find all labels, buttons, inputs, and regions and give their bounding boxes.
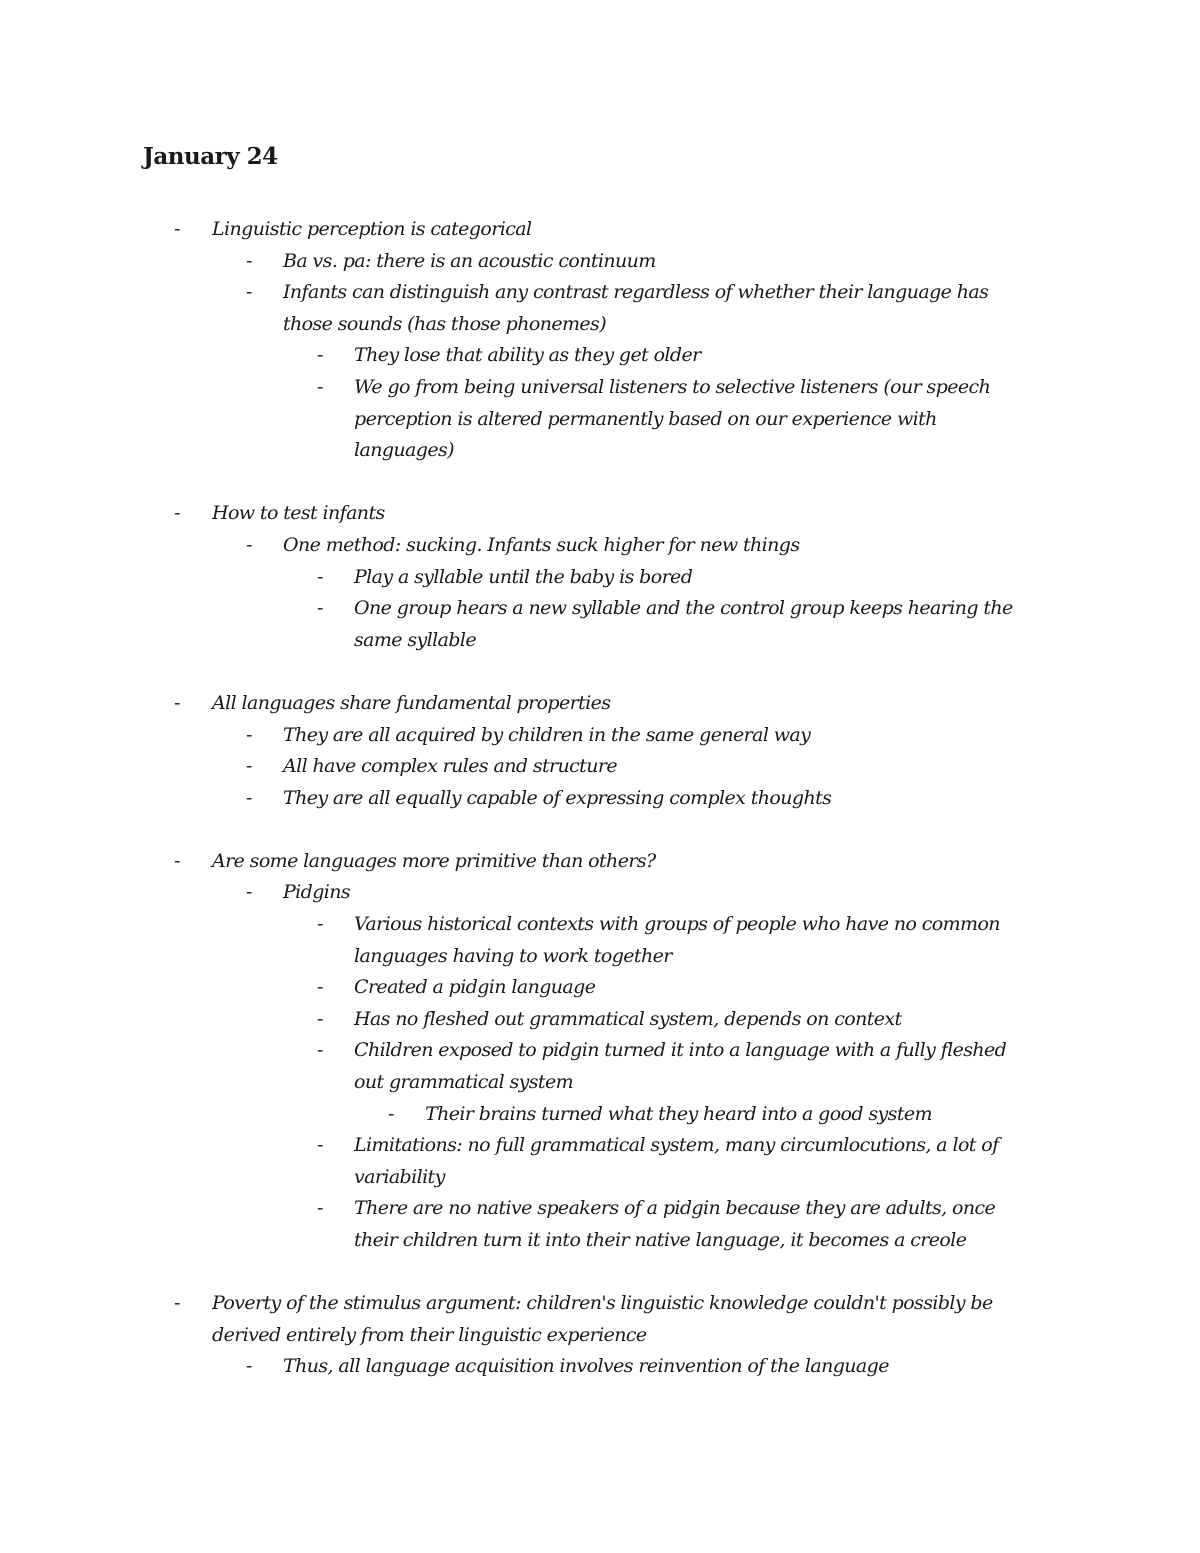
outline-text: They are all equally capable of expressing complex thoughts xyxy=(283,786,832,809)
outline-text: All languages share fundamental properties xyxy=(212,691,611,714)
bullet-dash: - xyxy=(317,565,323,588)
bullet-dash: - xyxy=(317,344,323,367)
outline-line-level-1 xyxy=(0,1288,1200,1320)
outline-text: Created a pidgin language xyxy=(354,976,596,999)
outline-text: out grammatical system xyxy=(354,1071,574,1094)
outline-line-level-2 xyxy=(0,720,1200,752)
bullet-dash: - xyxy=(174,502,180,525)
outline-text: How to test infants xyxy=(212,502,385,525)
section-spacer xyxy=(0,467,1200,499)
outline-text: Play a syllable until the baby is bored xyxy=(354,565,693,588)
outline-text: derived entirely from their linguistic experience xyxy=(212,1323,647,1346)
outline-line-level-2 xyxy=(0,783,1200,815)
outline-line-level-2 xyxy=(0,246,1200,278)
outline-line-level-3 xyxy=(0,593,1200,625)
bullet-dash: - xyxy=(174,691,180,714)
outline-text: One method: sucking. Infants suck higher for new things xyxy=(283,533,800,556)
outline-text: Linguistic perception is categorical xyxy=(212,218,532,240)
bullet-dash: - xyxy=(317,1134,323,1157)
outline-line-level-3 xyxy=(0,1225,1200,1257)
notes-outline xyxy=(0,214,1200,1383)
outline-text: Pidgins xyxy=(283,881,351,904)
outline-line-level-3 xyxy=(0,562,1200,594)
outline-text: variability xyxy=(354,1165,445,1188)
outline-line-level-2 xyxy=(0,277,1200,309)
section-spacer xyxy=(0,1257,1200,1289)
section-spacer xyxy=(0,656,1200,688)
bullet-dash: - xyxy=(174,849,180,872)
outline-line-level-2 xyxy=(0,530,1200,562)
outline-line-level-3 xyxy=(0,1035,1200,1067)
bullet-dash: - xyxy=(246,881,252,904)
bullet-dash: - xyxy=(317,976,323,999)
outline-text: There are no native speakers of a pidgin because they are adults, once xyxy=(354,1197,996,1220)
outline-line-level-3 xyxy=(0,340,1200,372)
outline-text: Ba vs. pa: there is an acoustic continuum xyxy=(283,249,656,272)
outline-text: Limitations: no full grammatical system, many circumlocutions, a lot of xyxy=(354,1134,999,1157)
bullet-dash: - xyxy=(246,1355,252,1378)
outline-line-level-3 xyxy=(0,1130,1200,1162)
outline-text: We go from being universal listeners to selective listeners (our speech xyxy=(354,375,991,398)
outline-text: same syllable xyxy=(354,628,477,651)
outline-line-level-3 xyxy=(0,1162,1200,1194)
bullet-dash: - xyxy=(388,1102,394,1125)
outline-line-level-3 xyxy=(0,909,1200,941)
outline-text: Has no fleshed out grammatical system, depends on context xyxy=(354,1007,902,1030)
outline-line-level-1 xyxy=(0,214,1200,246)
outline-text: Various historical contexts with groups of people who have no common xyxy=(354,913,1000,936)
bullet-dash: - xyxy=(317,1039,323,1062)
outline-line-level-3 xyxy=(0,435,1200,467)
bullet-dash: - xyxy=(246,533,252,556)
outline-text: those sounds (has those phonemes) xyxy=(283,312,607,335)
outline-text: Thus, all language acquisition involves reinvention of the language xyxy=(283,1355,889,1378)
bullet-dash: - xyxy=(317,597,323,620)
outline-text: their children turn it into their native language, it becomes a creole xyxy=(354,1229,967,1251)
outline-line-level-2 xyxy=(0,309,1200,341)
outline-line-level-3 xyxy=(0,1004,1200,1036)
outline-text: They are all acquired by children in the same general way xyxy=(283,723,811,746)
outline-line-level-1 xyxy=(0,688,1200,720)
bullet-dash: - xyxy=(174,218,180,240)
page-title: January 24 xyxy=(143,143,278,170)
outline-line-level-3 xyxy=(0,1193,1200,1225)
bullet-dash: - xyxy=(246,755,252,778)
outline-text: Their brains turned what they heard into a good system xyxy=(425,1102,932,1125)
bullet-dash: - xyxy=(246,281,252,304)
outline-line-level-2 xyxy=(0,751,1200,783)
outline-text: languages having to work together xyxy=(354,944,672,967)
outline-text: They lose that ability as they get older xyxy=(354,344,701,367)
outline-line-level-2 xyxy=(0,877,1200,909)
outline-text: Infants can distinguish any contrast regardless of whether their language has xyxy=(283,281,989,304)
outline-line-level-2 xyxy=(0,1351,1200,1383)
bullet-dash: - xyxy=(246,249,252,272)
section-spacer xyxy=(0,814,1200,846)
outline-text: Children exposed to pidgin turned it into a language with a fully fleshed xyxy=(354,1039,1007,1062)
outline-line-level-3 xyxy=(0,625,1200,657)
outline-text: perception is altered permanently based on our experience with xyxy=(354,407,937,430)
outline-line-level-3 xyxy=(0,404,1200,436)
outline-line-level-1 xyxy=(0,846,1200,878)
bullet-dash: - xyxy=(317,913,323,936)
bullet-dash: - xyxy=(246,786,252,809)
outline-text: All have complex rules and structure xyxy=(283,755,617,778)
outline-text: languages) xyxy=(354,439,454,462)
outline-line-level-4 xyxy=(0,1099,1200,1131)
outline-text: Are some languages more primitive than others? xyxy=(212,849,656,872)
bullet-dash: - xyxy=(317,1007,323,1030)
outline-line-level-3 xyxy=(0,1067,1200,1099)
outline-line-level-3 xyxy=(0,372,1200,404)
outline-text: One group hears a new syllable and the control group keeps hearing the xyxy=(354,597,1013,620)
bullet-dash: - xyxy=(317,1197,323,1220)
outline-line-level-3 xyxy=(0,941,1200,973)
bullet-dash: - xyxy=(317,375,323,398)
outline-line-level-1 xyxy=(0,498,1200,530)
outline-line-level-1 xyxy=(0,1320,1200,1352)
outline-text: Poverty of the stimulus argument: children's linguistic knowledge couldn't possibly be xyxy=(212,1292,993,1315)
outline-line-level-3 xyxy=(0,972,1200,1004)
bullet-dash: - xyxy=(246,723,252,746)
bullet-dash: - xyxy=(174,1292,180,1315)
